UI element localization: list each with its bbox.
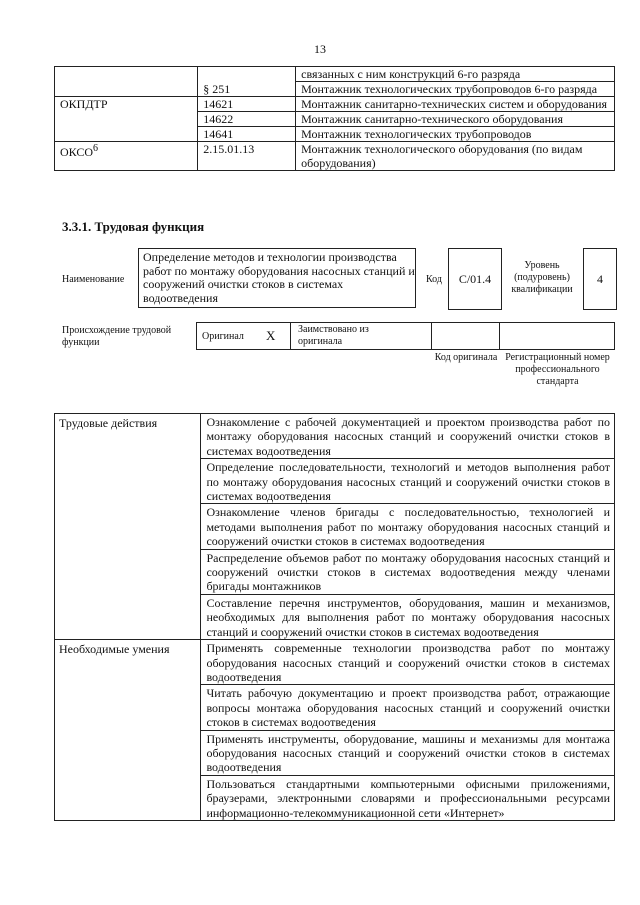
- code-cell: 14621: [198, 97, 296, 112]
- action-item: Определение последовательности, технологий и методов выполнения работ по монтажу оборудования насосных станций и сооружений очистки стоков в системах водоотведения: [201, 459, 615, 504]
- function-name-box: Определение методов и технологии производства работ по монтажу оборудования насосных станций и сооружений очистки стоков в системах водоотведения: [138, 248, 416, 308]
- table-row: [55, 685, 615, 730]
- classifier-cell: [55, 82, 198, 97]
- skill-item: Применять современные технологии производства работ по монтажу оборудования насосных станций и сооружений очистки стоков в системах водоотведения: [201, 640, 615, 685]
- borrowed-label: Заимствовано из оригинала: [298, 324, 369, 347]
- name-label: Наименование: [62, 274, 125, 285]
- actions-heading: Трудовые действия: [55, 414, 201, 459]
- table-row: [55, 730, 615, 775]
- code-cell: 14641: [198, 127, 296, 142]
- table-row: [55, 640, 615, 685]
- original-code-cell: [432, 322, 500, 350]
- classifier-cell: [55, 142, 198, 171]
- registration-number-caption: Регистрационный номер профессионального стандарта: [505, 352, 610, 387]
- table-row: [55, 549, 615, 594]
- code-name: Монтажник технологических трубопроводов 6-го разряда: [296, 82, 615, 97]
- original-code-caption: Код оригинала: [434, 352, 498, 363]
- origin-label: Происхождение трудовой функции: [62, 325, 172, 348]
- code-name: Монтажник технологического оборудования (по видам оборудования): [296, 142, 615, 171]
- function-table: [54, 413, 615, 821]
- table-row: [55, 82, 615, 97]
- section-title: 3.3.1. Трудовая функция: [62, 219, 205, 234]
- footnote-mark: 6: [93, 143, 99, 154]
- page-number: 13: [314, 42, 326, 56]
- original-label: Оригинал: [202, 331, 244, 342]
- code-name: связанных с ним конструкций 6-го разряда: [296, 67, 615, 82]
- code-label: Код: [426, 274, 442, 285]
- table-row: [55, 127, 615, 142]
- classifier-cell: [55, 127, 198, 142]
- classifier-cell: [55, 112, 198, 127]
- level-box: 4: [583, 248, 617, 310]
- skill-item: Применять инструменты, оборудование, машины и механизмы для монтажа оборудования насосных станций и сооружений очистки стоков в системах водоотведения: [201, 730, 615, 775]
- classifier-name: ОКСО: [60, 145, 94, 159]
- code-cell: § 251: [198, 82, 296, 97]
- table-row: [55, 459, 615, 504]
- code-cell: 14622: [198, 112, 296, 127]
- table-row: [55, 504, 615, 549]
- table-row: [55, 594, 615, 639]
- code-name: Монтажник технологических трубопроводов: [296, 127, 615, 142]
- action-item: Ознакомление с рабочей документацией и проектом производства работ по монтажу оборудования насосных станций и сооружений очистки стоков в системах водоотведения: [201, 414, 615, 459]
- registration-number-cell: [500, 322, 615, 350]
- code-name: Монтажник санитарно-технического оборудования: [296, 112, 615, 127]
- table-row: [55, 67, 615, 82]
- table-row: [55, 142, 615, 171]
- level-label: Уровень (подуровень) квалификации: [511, 260, 573, 295]
- original-mark: X: [266, 328, 276, 343]
- table-row: [55, 112, 615, 127]
- action-item: Распределение объемов работ по монтажу оборудования насосных станций и сооружений очистки стоков в системах водоотведения между членами бригады монтажников: [201, 549, 615, 594]
- table-row: [55, 775, 615, 820]
- table-row: [55, 97, 615, 112]
- code-cell: 2.15.01.13: [198, 142, 296, 171]
- action-item: Ознакомление членов бригады с последовательностью, технологией и методами выполнения работ по монтажу оборудования насосных станций и сооружений очистки стоков в системах водоотведения: [201, 504, 615, 549]
- codes-table: [54, 66, 615, 171]
- action-item: Составление перечня инструментов, оборудования, машин и механизмов, необходимых для выполнения работ по монтажу оборудования насосных станций и сооружений очистки стоков в системах водоотведения: [201, 594, 615, 639]
- code-name: Монтажник санитарно-технических систем и оборудования: [296, 97, 615, 112]
- classifier-cell: ОКПДТР: [55, 97, 198, 112]
- function-code-box: С/01.4: [448, 248, 502, 310]
- skill-item: Читать рабочую документацию и проект производства работ, отражающие вопросы монтажа оборудования насосных станций и сооружений очистки стоков в системах водоотведения: [201, 685, 615, 730]
- skills-heading: Необходимые умения: [55, 640, 201, 685]
- table-row: [55, 414, 615, 459]
- skill-item: Пользоваться стандартными компьютерными офисными приложениями, браузерами, электронными словарями и профессиональными ресурсами информационно-телекоммуникационной сети «Интернет»: [201, 775, 615, 820]
